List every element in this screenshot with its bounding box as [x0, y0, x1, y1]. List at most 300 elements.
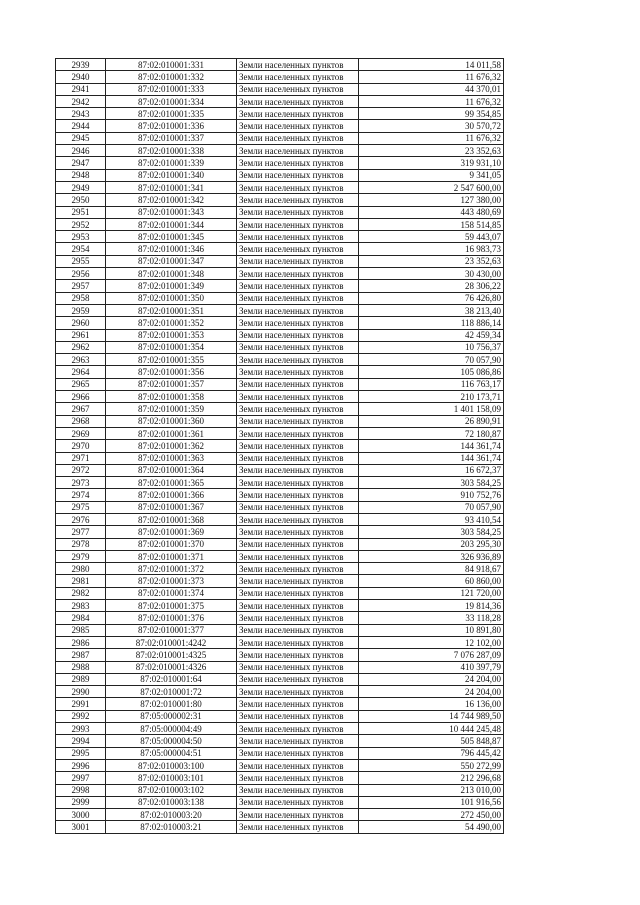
- cadastral-number-cell: 87:02:010001:4242: [106, 636, 237, 648]
- cadastral-number-cell: 87:02:010001:373: [106, 575, 237, 587]
- table-row: [56, 268, 504, 280]
- table-row: [56, 218, 504, 230]
- table-row: [56, 181, 504, 193]
- table-row: [56, 440, 504, 452]
- cadastral-number-cell: 87:02:010001:335: [106, 108, 237, 120]
- cadastral-value-cell: 303 584,25: [359, 526, 504, 538]
- table-row: [56, 255, 504, 267]
- cadastral-value-cell: 10 891,80: [359, 624, 504, 636]
- table-row: [56, 83, 504, 95]
- table-row: [56, 809, 504, 821]
- cadastral-value-cell: 212 296,68: [359, 772, 504, 784]
- cadastral-number-cell: 87:02:010001:348: [106, 268, 237, 280]
- cadastral-value-cell: 11 676,32: [359, 95, 504, 107]
- cadastral-value-cell: 70 057,90: [359, 354, 504, 366]
- cadastral-value-cell: 105 086,86: [359, 366, 504, 378]
- land-category-cell: Земли населенных пунктов: [237, 108, 359, 120]
- table-row: [56, 747, 504, 759]
- cadastral-number-cell: 87:02:010003:20: [106, 809, 237, 821]
- cadastral-value-cell: 12 102,00: [359, 636, 504, 648]
- cadastral-value-cell: 796 445,42: [359, 747, 504, 759]
- land-category-cell: Земли населенных пунктов: [237, 710, 359, 722]
- land-category-cell: Земли населенных пунктов: [237, 292, 359, 304]
- table-row: [56, 304, 504, 316]
- row-number-cell: 2959: [56, 304, 106, 316]
- land-category-cell: Земли населенных пунктов: [237, 341, 359, 353]
- land-category-cell: Земли населенных пунктов: [237, 243, 359, 255]
- land-category-cell: Земли населенных пунктов: [237, 181, 359, 193]
- cadastral-number-cell: 87:05:000004:49: [106, 723, 237, 735]
- cadastral-value-cell: 158 514,85: [359, 218, 504, 230]
- cadastral-number-cell: 87:02:010001:64: [106, 673, 237, 685]
- cadastral-number-cell: 87:05:000002:31: [106, 710, 237, 722]
- cadastral-value-cell: 203 295,30: [359, 538, 504, 550]
- table-row: [56, 784, 504, 796]
- row-number-cell: 2962: [56, 341, 106, 353]
- table-row: [56, 292, 504, 304]
- cadastral-value-cell: 16 136,00: [359, 698, 504, 710]
- land-category-cell: Земли населенных пунктов: [237, 83, 359, 95]
- table-row: [56, 538, 504, 550]
- row-number-cell: 2999: [56, 796, 106, 808]
- row-number-cell: 2968: [56, 415, 106, 427]
- land-category-cell: Земли населенных пунктов: [237, 772, 359, 784]
- cadastral-value-cell: 14 744 989,50: [359, 710, 504, 722]
- land-category-cell: Земли населенных пунктов: [237, 403, 359, 415]
- table-row: [56, 366, 504, 378]
- cadastral-number-cell: 87:02:010001:362: [106, 440, 237, 452]
- cadastral-number-cell: 87:02:010001:343: [106, 206, 237, 218]
- cadastral-number-cell: 87:02:010001:353: [106, 329, 237, 341]
- land-category-cell: Земли населенных пунктов: [237, 513, 359, 525]
- table-row: [56, 673, 504, 685]
- land-category-cell: Земли населенных пунктов: [237, 821, 359, 833]
- cadastral-number-cell: 87:02:010001:341: [106, 181, 237, 193]
- cadastral-number-cell: 87:02:010001:331: [106, 59, 237, 71]
- row-number-cell: 3001: [56, 821, 106, 833]
- row-number-cell: 2939: [56, 59, 106, 71]
- cadastral-value-cell: 42 459,34: [359, 329, 504, 341]
- land-category-cell: Земли населенных пунктов: [237, 661, 359, 673]
- land-category-cell: Земли населенных пунктов: [237, 723, 359, 735]
- land-category-cell: Земли населенных пунктов: [237, 304, 359, 316]
- row-number-cell: 2942: [56, 95, 106, 107]
- table-row: [56, 698, 504, 710]
- row-number-cell: 2985: [56, 624, 106, 636]
- cadastral-number-cell: 87:02:010001:346: [106, 243, 237, 255]
- cadastral-number-cell: 87:02:010001:372: [106, 563, 237, 575]
- land-category-cell: Земли населенных пунктов: [237, 563, 359, 575]
- row-number-cell: 2946: [56, 145, 106, 157]
- table-row: [56, 723, 504, 735]
- cadastral-value-cell: 2 547 600,00: [359, 181, 504, 193]
- row-number-cell: 2991: [56, 698, 106, 710]
- cadastral-value-cell: 303 584,25: [359, 477, 504, 489]
- table-row: [56, 120, 504, 132]
- cadastral-value-cell: 101 916,56: [359, 796, 504, 808]
- cadastral-number-cell: 87:02:010001:337: [106, 132, 237, 144]
- cadastral-value-cell: 72 180,87: [359, 427, 504, 439]
- cadastral-value-cell: 144 361,74: [359, 452, 504, 464]
- land-category-cell: Земли населенных пунктов: [237, 194, 359, 206]
- land-category-cell: Земли населенных пунктов: [237, 575, 359, 587]
- land-category-cell: Земли населенных пунктов: [237, 636, 359, 648]
- row-number-cell: 2952: [56, 218, 106, 230]
- cadastral-number-cell: 87:02:010001:371: [106, 550, 237, 562]
- land-category-cell: Земли населенных пунктов: [237, 526, 359, 538]
- cadastral-number-cell: 87:02:010001:4325: [106, 649, 237, 661]
- table-row: [56, 489, 504, 501]
- land-category-cell: Земли населенных пунктов: [237, 686, 359, 698]
- cadastral-number-cell: 87:02:010001:334: [106, 95, 237, 107]
- cadastral-value-cell: 16 983,73: [359, 243, 504, 255]
- cadastral-value-cell: 7 076 287,09: [359, 649, 504, 661]
- table-row: [56, 686, 504, 698]
- cadastral-number-cell: 87:05:000004:50: [106, 735, 237, 747]
- table-row: [56, 710, 504, 722]
- cadastral-number-cell: 87:02:010001:363: [106, 452, 237, 464]
- land-category-cell: Земли населенных пунктов: [237, 440, 359, 452]
- cadastral-value-cell: 213 010,00: [359, 784, 504, 796]
- row-number-cell: 2994: [56, 735, 106, 747]
- land-category-cell: Земли населенных пунктов: [237, 796, 359, 808]
- cadastral-number-cell: 87:02:010001:349: [106, 280, 237, 292]
- row-number-cell: 2990: [56, 686, 106, 698]
- table-row: [56, 661, 504, 673]
- table-row: [56, 513, 504, 525]
- cadastral-number-cell: 87:02:010001:360: [106, 415, 237, 427]
- land-category-cell: Земли населенных пунктов: [237, 354, 359, 366]
- row-number-cell: 2950: [56, 194, 106, 206]
- cadastral-number-cell: 87:02:010001:377: [106, 624, 237, 636]
- row-number-cell: 2989: [56, 673, 106, 685]
- row-number-cell: 2944: [56, 120, 106, 132]
- table-row: [56, 636, 504, 648]
- table-row: [56, 526, 504, 538]
- land-category-cell: Земли населенных пунктов: [237, 477, 359, 489]
- table-row: [56, 575, 504, 587]
- table-row: [56, 649, 504, 661]
- land-category-cell: Земли населенных пунктов: [237, 600, 359, 612]
- row-number-cell: 2940: [56, 71, 106, 83]
- table-row: [56, 821, 504, 833]
- land-category-cell: Земли населенных пунктов: [237, 427, 359, 439]
- cadastral-number-cell: 87:02:010001:364: [106, 464, 237, 476]
- land-category-cell: Земли населенных пунктов: [237, 378, 359, 390]
- land-category-cell: Земли населенных пунктов: [237, 624, 359, 636]
- land-category-cell: Земли населенных пунктов: [237, 452, 359, 464]
- cadastral-number-cell: 87:02:010001:351: [106, 304, 237, 316]
- cadastral-number-cell: 87:02:010001:359: [106, 403, 237, 415]
- row-number-cell: 2996: [56, 759, 106, 771]
- cadastral-number-cell: 87:02:010001:344: [106, 218, 237, 230]
- cadastral-number-cell: 87:02:010001:365: [106, 477, 237, 489]
- cadastral-number-cell: 87:02:010001:333: [106, 83, 237, 95]
- cadastral-number-cell: 87:02:010001:350: [106, 292, 237, 304]
- cadastral-value-cell: 93 410,54: [359, 513, 504, 525]
- cadastral-number-cell: 87:02:010001:339: [106, 157, 237, 169]
- cadastral-value-cell: 23 352,63: [359, 255, 504, 267]
- land-category-cell: Земли населенных пунктов: [237, 415, 359, 427]
- land-category-cell: Земли населенных пунктов: [237, 809, 359, 821]
- row-number-cell: 2975: [56, 501, 106, 513]
- cadastral-number-cell: 87:02:010001:370: [106, 538, 237, 550]
- land-category-cell: Земли населенных пунктов: [237, 391, 359, 403]
- cadastral-number-cell: 87:02:010001:342: [106, 194, 237, 206]
- land-category-cell: Земли населенных пунктов: [237, 612, 359, 624]
- cadastral-number-cell: 87:02:010001:376: [106, 612, 237, 624]
- row-number-cell: 2973: [56, 477, 106, 489]
- table-row: [56, 563, 504, 575]
- cadastral-value-cell: 24 204,00: [359, 673, 504, 685]
- table-row: [56, 772, 504, 784]
- row-number-cell: 2976: [56, 513, 106, 525]
- land-category-cell: Земли населенных пунктов: [237, 759, 359, 771]
- cadastral-value-table: [55, 58, 504, 834]
- table-row: [56, 501, 504, 513]
- row-number-cell: 2988: [56, 661, 106, 673]
- land-category-cell: Земли населенных пунктов: [237, 735, 359, 747]
- cadastral-value-cell: 9 341,05: [359, 169, 504, 181]
- cadastral-value-cell: 24 204,00: [359, 686, 504, 698]
- cadastral-number-cell: 87:02:010003:102: [106, 784, 237, 796]
- cadastral-number-cell: 87:02:010001:368: [106, 513, 237, 525]
- row-number-cell: 2998: [56, 784, 106, 796]
- row-number-cell: 3000: [56, 809, 106, 821]
- cadastral-number-cell: 87:02:010003:138: [106, 796, 237, 808]
- cadastral-number-cell: 87:02:010001:358: [106, 391, 237, 403]
- cadastral-value-cell: 272 450,00: [359, 809, 504, 821]
- cadastral-number-cell: 87:02:010003:100: [106, 759, 237, 771]
- cadastral-number-cell: 87:02:010001:356: [106, 366, 237, 378]
- row-number-cell: 2951: [56, 206, 106, 218]
- row-number-cell: 2970: [56, 440, 106, 452]
- table-row: [56, 600, 504, 612]
- land-category-cell: Земли населенных пунктов: [237, 366, 359, 378]
- row-number-cell: 2992: [56, 710, 106, 722]
- cadastral-value-cell: 443 480,69: [359, 206, 504, 218]
- cadastral-number-cell: 87:02:010001:366: [106, 489, 237, 501]
- row-number-cell: 2954: [56, 243, 106, 255]
- row-number-cell: 2982: [56, 587, 106, 599]
- land-category-cell: Земли населенных пунктов: [237, 206, 359, 218]
- row-number-cell: 2983: [56, 600, 106, 612]
- row-number-cell: 2941: [56, 83, 106, 95]
- land-category-cell: Земли населенных пунктов: [237, 120, 359, 132]
- land-category-cell: Земли населенных пунктов: [237, 132, 359, 144]
- row-number-cell: 2997: [56, 772, 106, 784]
- land-category-cell: Земли населенных пунктов: [237, 550, 359, 562]
- table-row: [56, 378, 504, 390]
- cadastral-number-cell: 87:02:010001:80: [106, 698, 237, 710]
- table-row: [56, 735, 504, 747]
- table-body: [56, 59, 504, 834]
- table-row: [56, 452, 504, 464]
- cadastral-value-cell: 11 676,32: [359, 71, 504, 83]
- land-category-cell: Земли населенных пунктов: [237, 464, 359, 476]
- table-row: [56, 231, 504, 243]
- table-row: [56, 415, 504, 427]
- table-row: [56, 243, 504, 255]
- land-category-cell: Земли населенных пунктов: [237, 280, 359, 292]
- table-row: [56, 550, 504, 562]
- table-row: [56, 759, 504, 771]
- cadastral-value-cell: 60 860,00: [359, 575, 504, 587]
- row-number-cell: 2967: [56, 403, 106, 415]
- land-category-cell: Земли населенных пунктов: [237, 784, 359, 796]
- row-number-cell: 2948: [56, 169, 106, 181]
- table-row: [56, 354, 504, 366]
- cadastral-value-cell: 30 570,72: [359, 120, 504, 132]
- row-number-cell: 2943: [56, 108, 106, 120]
- row-number-cell: 2963: [56, 354, 106, 366]
- cadastral-number-cell: 87:02:010001:72: [106, 686, 237, 698]
- cadastral-value-cell: 1 401 158,09: [359, 403, 504, 415]
- table-row: [56, 108, 504, 120]
- table-row: [56, 796, 504, 808]
- table-row: [56, 587, 504, 599]
- cadastral-value-cell: 99 354,85: [359, 108, 504, 120]
- land-category-cell: Земли населенных пунктов: [237, 169, 359, 181]
- land-category-cell: Земли населенных пунктов: [237, 649, 359, 661]
- row-number-cell: 2987: [56, 649, 106, 661]
- table-row: [56, 132, 504, 144]
- table-row: [56, 317, 504, 329]
- land-category-cell: Земли населенных пунктов: [237, 329, 359, 341]
- land-category-cell: Земли населенных пунктов: [237, 501, 359, 513]
- row-number-cell: 2971: [56, 452, 106, 464]
- cadastral-number-cell: 87:05:000004:51: [106, 747, 237, 759]
- table-row: [56, 391, 504, 403]
- cadastral-number-cell: 87:02:010001:354: [106, 341, 237, 353]
- row-number-cell: 2972: [56, 464, 106, 476]
- cadastral-value-cell: 70 057,90: [359, 501, 504, 513]
- row-number-cell: 2984: [56, 612, 106, 624]
- row-number-cell: 2977: [56, 526, 106, 538]
- table-row: [56, 464, 504, 476]
- row-number-cell: 2966: [56, 391, 106, 403]
- cadastral-value-cell: 76 426,80: [359, 292, 504, 304]
- table-row: [56, 206, 504, 218]
- row-number-cell: 2947: [56, 157, 106, 169]
- row-number-cell: 2974: [56, 489, 106, 501]
- row-number-cell: 2964: [56, 366, 106, 378]
- cadastral-number-cell: 87:02:010001:345: [106, 231, 237, 243]
- cadastral-value-cell: 121 720,00: [359, 587, 504, 599]
- row-number-cell: 2995: [56, 747, 106, 759]
- row-number-cell: 2979: [56, 550, 106, 562]
- cadastral-value-cell: 10 444 245,48: [359, 723, 504, 735]
- cadastral-value-cell: 14 011,58: [359, 59, 504, 71]
- cadastral-number-cell: 87:02:010001:338: [106, 145, 237, 157]
- cadastral-number-cell: 87:02:010001:336: [106, 120, 237, 132]
- cadastral-number-cell: 87:02:010001:361: [106, 427, 237, 439]
- land-category-cell: Земли населенных пунктов: [237, 747, 359, 759]
- table-row: [56, 95, 504, 107]
- row-number-cell: 2960: [56, 317, 106, 329]
- cadastral-value-cell: 127 380,00: [359, 194, 504, 206]
- table-row: [56, 59, 504, 71]
- row-number-cell: 2945: [56, 132, 106, 144]
- cadastral-value-cell: 910 752,76: [359, 489, 504, 501]
- row-number-cell: 2956: [56, 268, 106, 280]
- row-number-cell: 2993: [56, 723, 106, 735]
- table-row: [56, 194, 504, 206]
- land-category-cell: Земли населенных пунктов: [237, 255, 359, 267]
- cadastral-value-cell: 116 763,17: [359, 378, 504, 390]
- row-number-cell: 2958: [56, 292, 106, 304]
- cadastral-value-cell: 54 490,00: [359, 821, 504, 833]
- cadastral-number-cell: 87:02:010001:347: [106, 255, 237, 267]
- land-category-cell: Земли населенных пунктов: [237, 317, 359, 329]
- cadastral-value-cell: 84 918,67: [359, 563, 504, 575]
- cadastral-number-cell: 87:02:010001:355: [106, 354, 237, 366]
- cadastral-number-cell: 87:02:010001:369: [106, 526, 237, 538]
- table-row: [56, 612, 504, 624]
- cadastral-value-cell: 410 397,79: [359, 661, 504, 673]
- land-category-cell: Земли населенных пунктов: [237, 71, 359, 83]
- table-row: [56, 280, 504, 292]
- cadastral-value-cell: 210 173,71: [359, 391, 504, 403]
- row-number-cell: 2969: [56, 427, 106, 439]
- land-category-cell: Земли населенных пунктов: [237, 59, 359, 71]
- land-category-cell: Земли населенных пунктов: [237, 218, 359, 230]
- cadastral-value-cell: 326 936,89: [359, 550, 504, 562]
- cadastral-value-cell: 44 370,01: [359, 83, 504, 95]
- cadastral-number-cell: 87:02:010001:340: [106, 169, 237, 181]
- cadastral-number-cell: 87:02:010001:357: [106, 378, 237, 390]
- cadastral-value-cell: 505 848,87: [359, 735, 504, 747]
- cadastral-value-cell: 144 361,74: [359, 440, 504, 452]
- cadastral-number-cell: 87:02:010001:375: [106, 600, 237, 612]
- cadastral-value-cell: 550 272,99: [359, 759, 504, 771]
- cadastral-value-cell: 16 672,37: [359, 464, 504, 476]
- table-row: [56, 329, 504, 341]
- table-row: [56, 145, 504, 157]
- row-number-cell: 2957: [56, 280, 106, 292]
- land-category-cell: Земли населенных пунктов: [237, 231, 359, 243]
- land-category-cell: Земли населенных пунктов: [237, 268, 359, 280]
- table-row: [56, 169, 504, 181]
- cadastral-value-cell: 319 931,10: [359, 157, 504, 169]
- table-row: [56, 403, 504, 415]
- cadastral-value-cell: 118 886,14: [359, 317, 504, 329]
- row-number-cell: 2953: [56, 231, 106, 243]
- cadastral-value-cell: 19 814,36: [359, 600, 504, 612]
- cadastral-number-cell: 87:02:010003:101: [106, 772, 237, 784]
- cadastral-value-cell: 11 676,32: [359, 132, 504, 144]
- row-number-cell: 2965: [56, 378, 106, 390]
- land-category-cell: Земли населенных пунктов: [237, 587, 359, 599]
- land-category-cell: Земли населенных пунктов: [237, 538, 359, 550]
- cadastral-value-cell: 38 213,40: [359, 304, 504, 316]
- table-row: [56, 157, 504, 169]
- cadastral-value-cell: 26 890,91: [359, 415, 504, 427]
- table-row: [56, 624, 504, 636]
- cadastral-value-cell: 23 352,63: [359, 145, 504, 157]
- land-category-cell: Земли населенных пунктов: [237, 489, 359, 501]
- row-number-cell: 2961: [56, 329, 106, 341]
- land-category-cell: Земли населенных пунктов: [237, 157, 359, 169]
- land-category-cell: Земли населенных пунктов: [237, 145, 359, 157]
- cadastral-value-cell: 28 306,22: [359, 280, 504, 292]
- row-number-cell: 2949: [56, 181, 106, 193]
- cadastral-number-cell: 87:02:010001:352: [106, 317, 237, 329]
- row-number-cell: 2978: [56, 538, 106, 550]
- row-number-cell: 2980: [56, 563, 106, 575]
- cadastral-value-cell: 33 118,28: [359, 612, 504, 624]
- cadastral-number-cell: 87:02:010003:21: [106, 821, 237, 833]
